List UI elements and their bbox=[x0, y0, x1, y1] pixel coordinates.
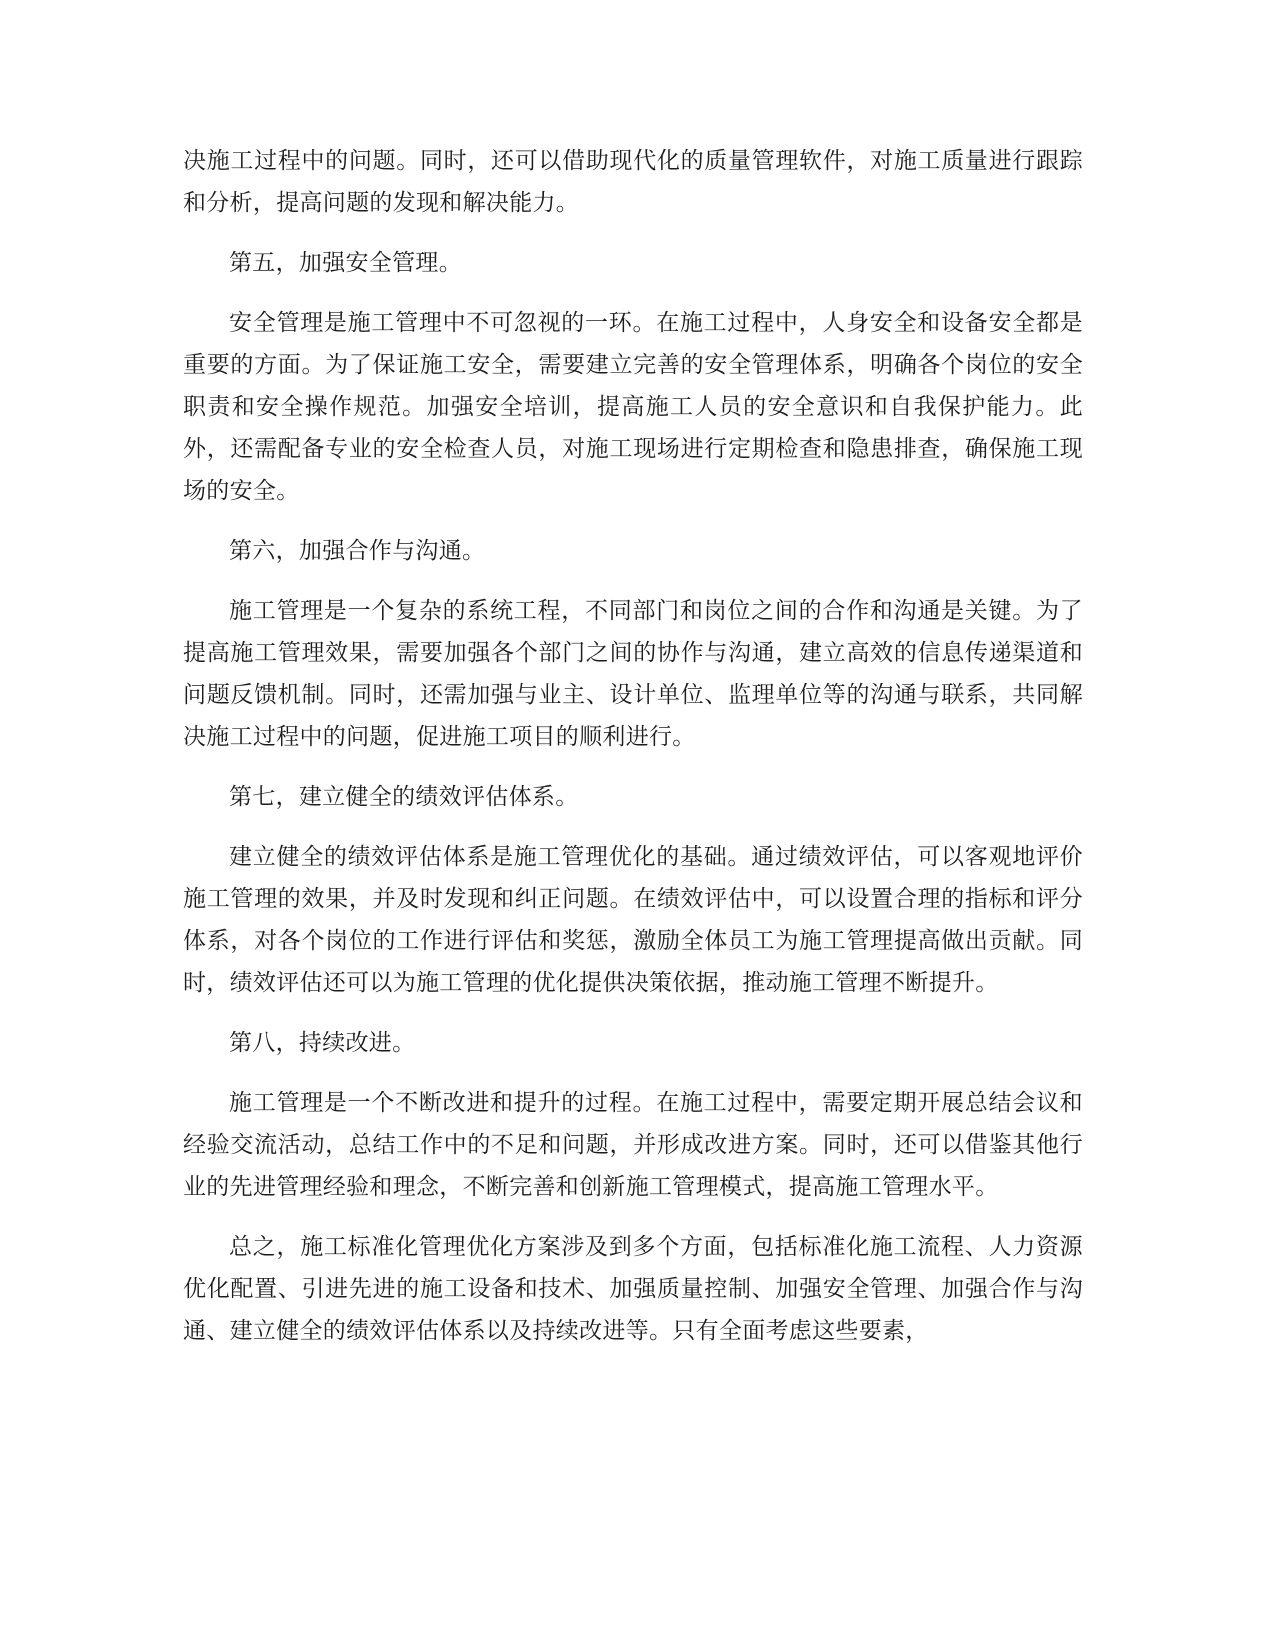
paragraph-continued: 决施工过程中的问题。同时，还可以借助现代化的质量管理软件，对施工质量进行跟踪和分析，提高问题的发现和解决能力。 bbox=[183, 148, 1083, 216]
paragraph-cooperation: 施工管理是一个复杂的系统工程，不同部门和岗位之间的合作和沟通是关键。为了提高施工管理效果，需要加强各个部门之间的协作与沟通，建立高效的信息传递渠道和问题反馈机制。同时，还需加强与业主、设计单位、监理单位等的沟通与联系，共同解决施工过程中的问题，促进施工项目的顺利进行。 bbox=[183, 598, 1083, 750]
paragraph-performance: 建立健全的绩效评估体系是施工管理优化的基础。通过绩效评估，可以客观地评价施工管理的效果，并及时发现和纠正问题。在绩效评估中，可以设置合理的指标和评分体系，对各个岗位的工作进行评估和奖惩，激励全体员工为施工管理提高做出贡献。同时，绩效评估还可以为施工管理的优化提供决策依据，推动施工管理不断提升。 bbox=[183, 844, 1083, 996]
document-page bbox=[183, 140, 1083, 1370]
paragraph-improvement: 施工管理是一个不断改进和提升的过程。在施工过程中，需要定期开展总结会议和经验交流活动，总结工作中的不足和问题，并形成改进方案。同时，还可以借鉴其他行业的先进管理经验和理念，不断完善和创新施工管理模式，提高施工管理水平。 bbox=[183, 1090, 1083, 1200]
paragraph-summary: 总之，施工标准化管理优化方案涉及到多个方面，包括标准化施工流程、人力资源优化配置、引进先进的施工设备和技术、加强质量控制、加强安全管理、加强合作与沟通、建立健全的绩效评估体系以及持续改进等。只有全面考虑这些要素， bbox=[183, 1234, 1083, 1344]
section-heading-5: 第五，加强安全管理。 bbox=[229, 250, 462, 276]
section-heading-7: 第七，建立健全的绩效评估体系。 bbox=[229, 784, 579, 810]
paragraph-safety: 安全管理是施工管理中不可忽视的一环。在施工过程中，人身安全和设备安全都是重要的方面。为了保证施工安全，需要建立完善的安全管理体系，明确各个岗位的安全职责和安全操作规范。加强安全培训，提高施工人员的安全意识和自我保护能力。此外，还需配备专业的安全检查人员，对施工现场进行定期检查和隐患排查，确保施工现场的安全。 bbox=[183, 310, 1083, 504]
section-heading-6: 第六，加强合作与沟通。 bbox=[229, 538, 486, 564]
section-heading-8: 第八，持续改进。 bbox=[229, 1030, 416, 1056]
